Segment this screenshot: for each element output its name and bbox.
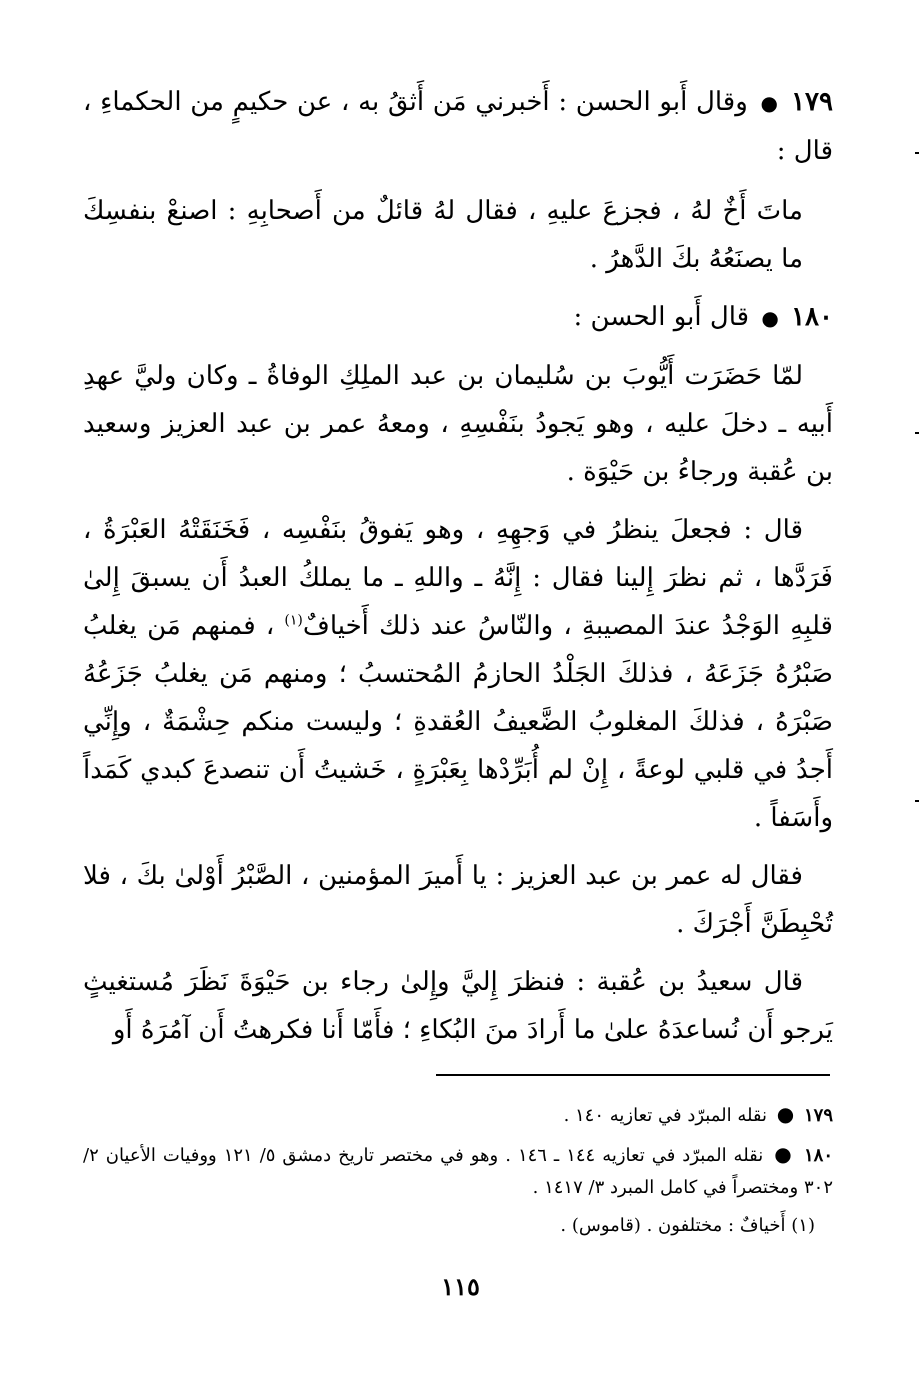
page-number: ١١٥	[441, 1272, 480, 1301]
edge-mark	[915, 800, 919, 802]
footnote-1	[83, 1210, 833, 1242]
footnote-179	[83, 1098, 833, 1132]
entry-179-number: ١٧٩	[791, 87, 833, 117]
bullet-icon: ●	[761, 306, 779, 330]
footnotes	[83, 1098, 833, 1248]
footnote-1-marker: (١)	[791, 1215, 815, 1236]
edge-mark	[915, 152, 919, 154]
footnote-reference: (١)	[284, 612, 303, 629]
footnote-1-text: أَخيافٌ : مختلفون . (قاموس) .	[560, 1215, 786, 1236]
footnote-divider	[436, 1074, 830, 1076]
entry-179-intro: وقال أَبو الحسن : أَخبرني مَن أَثقُ به ، عن حكيمٍ من الحكماءِ ، قال :	[83, 87, 833, 166]
bullet-icon: ●	[776, 1102, 795, 1126]
main-text	[83, 78, 833, 1054]
entry-180-paragraph-1: لمّا حَضَرَت أَيُّوبَ بن سُليمان بن عبد الملِكِ الوفاةُ ـ وكان وليَّ عهدِ أَبيه ـ دخلَ عليه ، وهو يَجودُ بنَفْسِهِ ، ومعهُ عمر بن عبد العزيز وسعيد بن عُقبة ورجاءُ بن حَيْوَة .	[83, 361, 833, 487]
entry-180-number: ١٨٠	[791, 302, 833, 332]
footnote-180	[83, 1138, 833, 1204]
entry-180-heading	[83, 293, 833, 342]
entry-179-heading	[83, 78, 833, 175]
entry-180-paragraph-2	[83, 506, 833, 842]
entry-180-intro: قال أَبو الحسن :	[573, 302, 750, 332]
footnote-180-number: ١٨٠	[803, 1145, 833, 1166]
paragraph-2-part-1: قال : فجعلَ ينظرُ في وَجهِهِ ، وهو يَفوقُ بنَفْسِه ، فَخَنَقَتْهُ العَبْرَةُ ، فَرَدَّها ، ثم نظرَ إِلينا فقال : إِنَّهُ ـ واللهِ ـ ما يملكُ العبدُ أَن يسبقَ إِلىٰ قلبِهِ الوَجْدُ عندَ المصيبةِ ، والنّاسُ عند ذلك أَخيافٌ	[83, 515, 833, 641]
entry-180-paragraph-4: قال سعيدُ بن عُقبة : فنظرَ إِليَّ وإِلىٰ رجاء بن حَيْوَةَ نَظَرَ مُستغيثٍ يَرجو أَن نُساعدَهُ علىٰ ما أَرادَ منَ البُكاءِ ؛ فأَمّا أَنا فكرهتُ أَن آمُرَهُ أَو	[83, 967, 833, 1045]
footnote-179-text: نقله المبرّد في تعازيه ١٤٠ .	[563, 1105, 768, 1126]
footnote-179-number: ١٧٩	[803, 1105, 833, 1126]
paragraph-2-part-2: ، فمنهم مَن يغلبُ صَبْرُهُ جَزَعَهُ ، فذلكَ الجَلْدُ الحازمُ المُحتسبُ ؛ ومنهم مَن يغلبُ جَزَعُهُ صَبْرَهُ ، فذلكَ المغلوبُ الضَّعيفُ العُقدةِ ؛ وليست منكم حِشْمَةٌ ، وإِنِّي أَجدُ في قلبي لوعةً ، إِنْ لم أُبَرِّدْها بِعَبْرَةٍ ، خَشيتُ أَن تنصدعَ كبدي كَمَداً وأَسَفاً .	[83, 611, 833, 833]
footnote-180-text: نقله المبرّد في تعازيه ١٤٤ ـ ١٤٦ . وهو في مختصر تاريخ دمشق ٥/ ١٢١ ووفيات الأعيان ٢/ ٣٠٢ ومختصراً في كامل المبرد ٣/ ١٤١٧ .	[83, 1145, 833, 1198]
entry-179-text: ماتَ أَخٌ لهُ ، فجزعَ عليهِ ، فقال لهُ قائلٌ من أَصحابِهِ : اصنعْ بنفسِكَ ما يصنَعُهُ بكَ الدَّهرُ .	[83, 196, 803, 274]
entry-180-paragraph-3: فقال له عمر بن عبد العزيز : يا أَميرَ المؤمنين ، الصَّبْرُ أَوْلىٰ بكَ ، فلا تُحْبِطَنَّ أَجْرَكَ .	[83, 861, 833, 939]
bullet-icon: ●	[774, 1142, 793, 1166]
edge-mark	[915, 432, 919, 434]
bullet-icon: ●	[760, 91, 779, 115]
